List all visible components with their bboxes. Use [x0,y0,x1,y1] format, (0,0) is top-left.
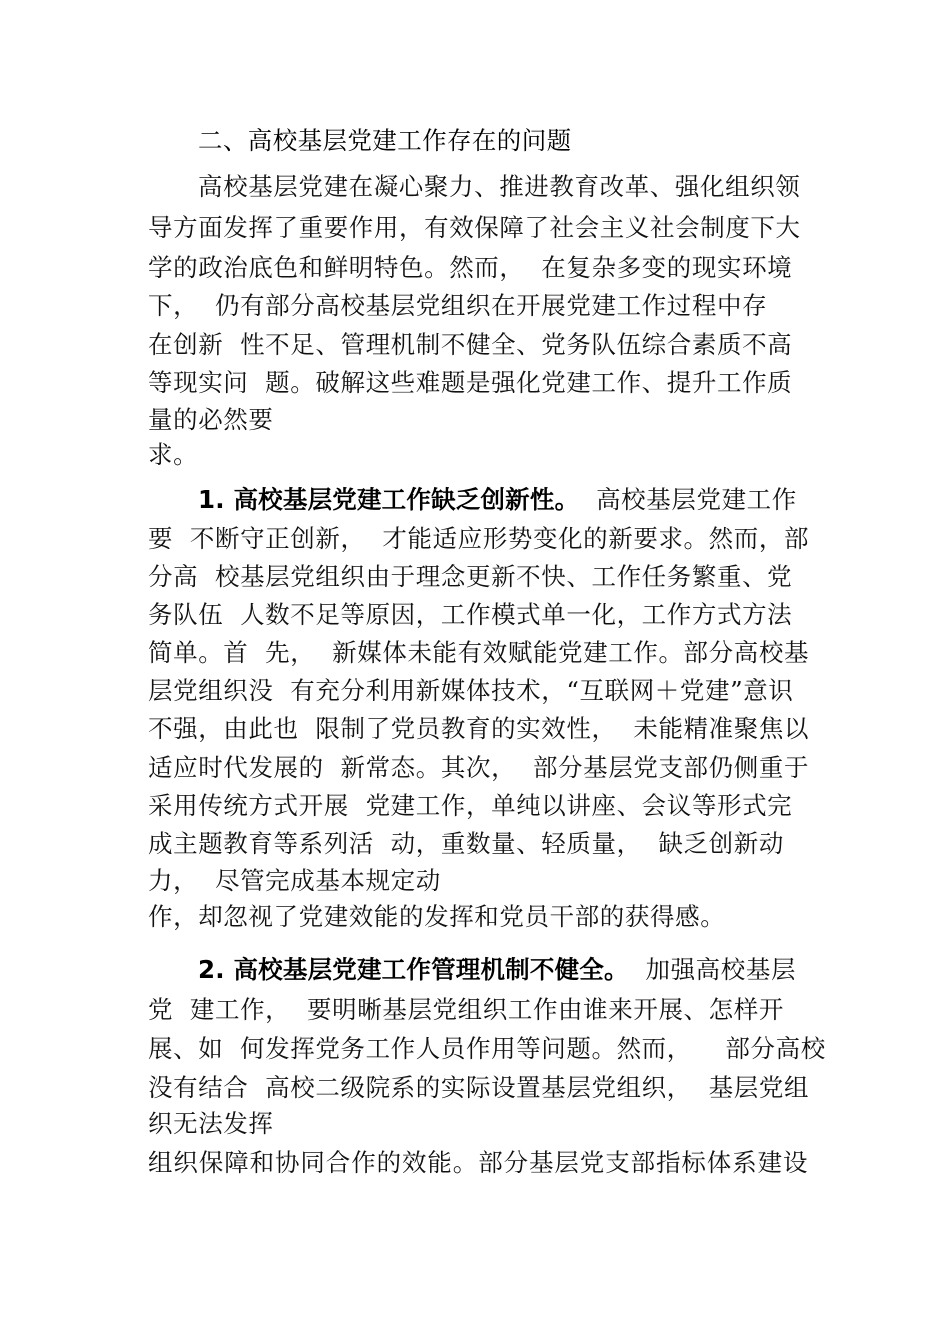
paragraph-line: 高校基层党建在凝心聚力、推进教育改革、强化组织领 [198,172,801,201]
paragraph-line: 采用传统方式开展 党建工作，单纯以讲座、会议等形式完 [148,791,793,820]
paragraph-line: 学的政治底色和鲜明特色。然而， 在复杂多变的现实环境 [148,253,793,282]
paragraph-line: 在创新 性不足、管理机制不健全、党务队伍综合素质不高 [148,330,793,359]
paragraph-line: 层党组织没 有充分利用新媒体技术，“互联网＋党建”意识 [148,676,794,705]
paragraph-line: 导方面发挥了重要作用，有效保障了社会主义社会制度下大 [148,213,801,242]
paragraph-line: 力， 尽管完成基本规定动 [148,866,441,895]
paragraph-line: 作，却忽视了党建效能的发挥和党员干部的获得感。 [148,902,726,931]
item-heading-line [198,955,796,985]
paragraph-line: 展、如 何发挥党务工作人员作用等问题。然而， 部分高校 [148,1034,826,1063]
paragraph-line: 务队伍 人数不足等原因，工作模式单一化，工作方式方法 [148,600,793,629]
paragraph-line: 分高 校基层党组织由于理念更新不快、工作任务繁重、党 [148,562,793,591]
paragraph-line: 成主题教育等系列活 动，重数量、轻质量， 缺乏创新动 [148,829,784,858]
paragraph-line: 不强，由此也 限制了党员教育的实效性， 未能精准聚焦以 [148,714,810,743]
section-heading: 二、高校基层党建工作存在的问题 [198,126,572,155]
item1-title: 1. 高校基层党建工作缺乏创新性。 [198,485,580,514]
paragraph-line: 要 不断守正创新， 才能适应形势变化的新要求。然而，部 [148,524,810,553]
paragraph-line: 没有结合 高校二级院系的实际设置基层党组织， 基层党组 [148,1073,810,1102]
item2-first-line-text: 加强高校基层 [628,955,797,984]
paragraph-line: 简单。首 先， 新媒体未能有效赋能党建工作。部分高校基 [148,638,810,667]
paragraph-line: 求。 [148,440,199,469]
item2-title: 2. 高校基层党建工作管理机制不健全。 [198,955,629,984]
paragraph-line: 织无法发挥 [148,1109,274,1138]
paragraph-line: 党 建工作， 要明晰基层党组织工作由谁来开展、怎样开 [148,995,784,1024]
paragraph-line: 下， 仍有部分高校基层党组织在开展党建工作过程中存 [148,291,768,320]
item1-first-line-text: 高校基层党建工作 [579,485,797,514]
paragraph-line: 组织保障和协同合作的效能。部分基层党支部指标体系建设 [148,1148,809,1177]
item-heading-line [198,485,797,515]
paragraph-line: 适应时代发展的 新常态。其次， 部分基层党支部仍侧重于 [148,753,810,782]
paragraph-line: 等现实问 题。破解这些难题是强化党建工作、提升工作质 [148,368,793,397]
paragraph-line: 量的必然要 [148,405,274,434]
